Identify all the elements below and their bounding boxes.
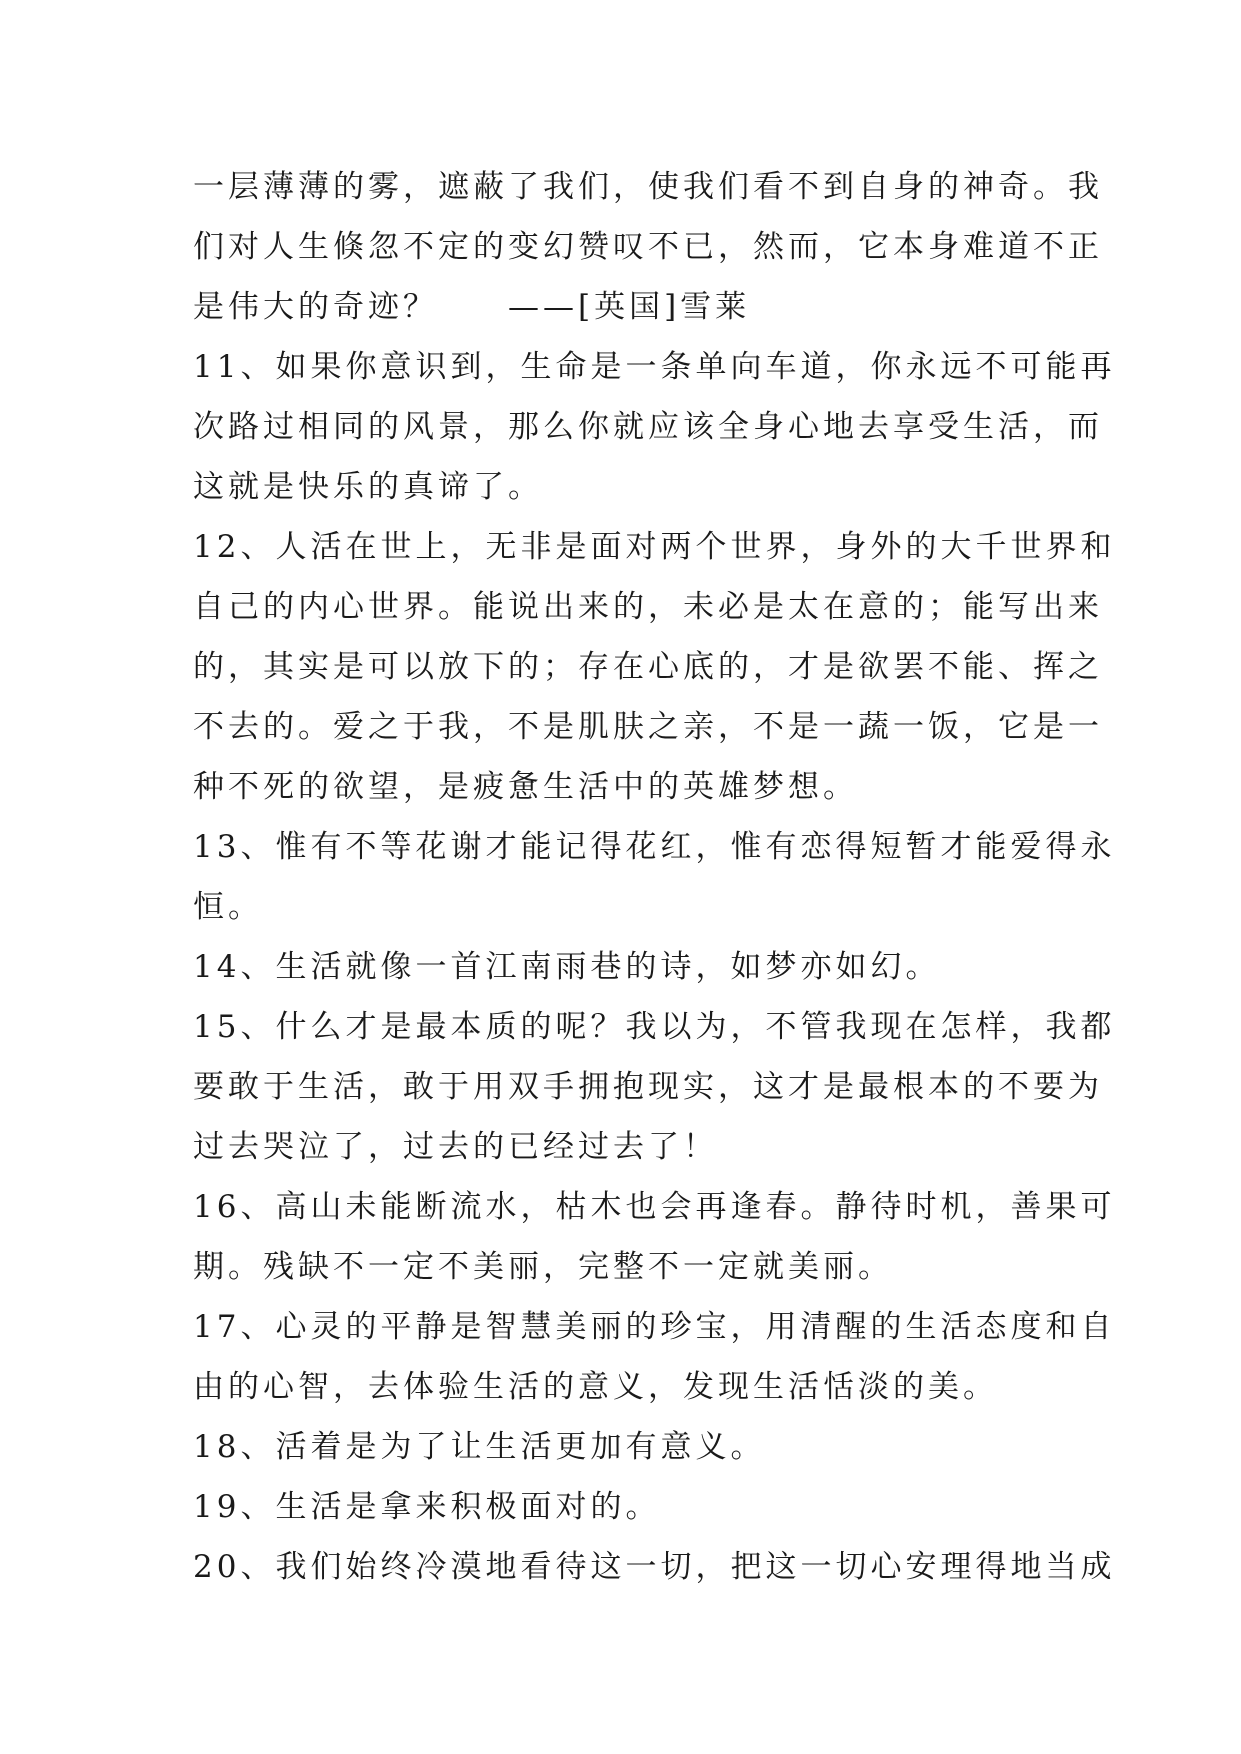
text-line: 由的心智，去体验生活的意义，发现生活恬淡的美。 [193, 1369, 998, 1405]
text-line: 们对人生倏忽不定的变幻赞叹不已，然而，它本身难道不正 [193, 229, 1103, 265]
text-line: 自己的内心世界。能说出来的，未必是太在意的；能写出来 [193, 589, 1103, 625]
text-line: 要敢于生活，敢于用双手拥抱现实，这才是最根本的不要为 [193, 1069, 1103, 1105]
text-line: 14、生活就像一首江南雨巷的诗，如梦亦如幻。 [193, 949, 941, 985]
text-line: 恒。 [193, 889, 263, 925]
text-line: 17、心灵的平静是智慧美丽的珍宝，用清醒的生活态度和自 [193, 1309, 1116, 1345]
text-line: 12、人活在世上，无非是面对两个世界，身外的大千世界和 [193, 529, 1116, 565]
text-line: 16、高山未能断流水，枯木也会再逢春。静待时机，善果可 [193, 1189, 1116, 1225]
text-line: 13、惟有不等花谢才能记得花红，惟有恋得短暂才能爱得永 [193, 829, 1116, 865]
text-line: 19、生活是拿来积极面对的。 [193, 1489, 661, 1525]
text-line: 的，其实是可以放下的；存在心底的，才是欲罢不能、挥之 [193, 649, 1103, 685]
text-line: 期。残缺不一定不美丽，完整不一定就美丽。 [193, 1249, 893, 1285]
text-line: 20、我们始终冷漠地看待这一切，把这一切心安理得地当成 [193, 1549, 1116, 1585]
text-line: 是伟大的奇迹？ ——[英国]雪莱 [193, 289, 751, 325]
text-line: 15、什么才是最本质的呢？我以为，不管我现在怎样，我都 [193, 1009, 1116, 1045]
text-line: 种不死的欲望，是疲惫生活中的英雄梦想。 [193, 769, 858, 805]
text-line: 11、如果你意识到，生命是一条单向车道，你永远不可能再 [193, 349, 1116, 385]
text-line: 18、活着是为了让生活更加有意义。 [193, 1429, 766, 1465]
text-line: 不去的。爱之于我，不是肌肤之亲，不是一蔬一饭，它是一 [193, 709, 1103, 745]
text-line: 一层薄薄的雾，遮蔽了我们，使我们看不到自身的神奇。我 [193, 169, 1103, 205]
text-line: 次路过相同的风景，那么你就应该全身心地去享受生活，而 [193, 409, 1103, 445]
text-line: 过去哭泣了，过去的已经过去了！ [193, 1129, 718, 1165]
document-body-text [193, 157, 1116, 1597]
text-line: 这就是快乐的真谛了。 [193, 469, 543, 505]
